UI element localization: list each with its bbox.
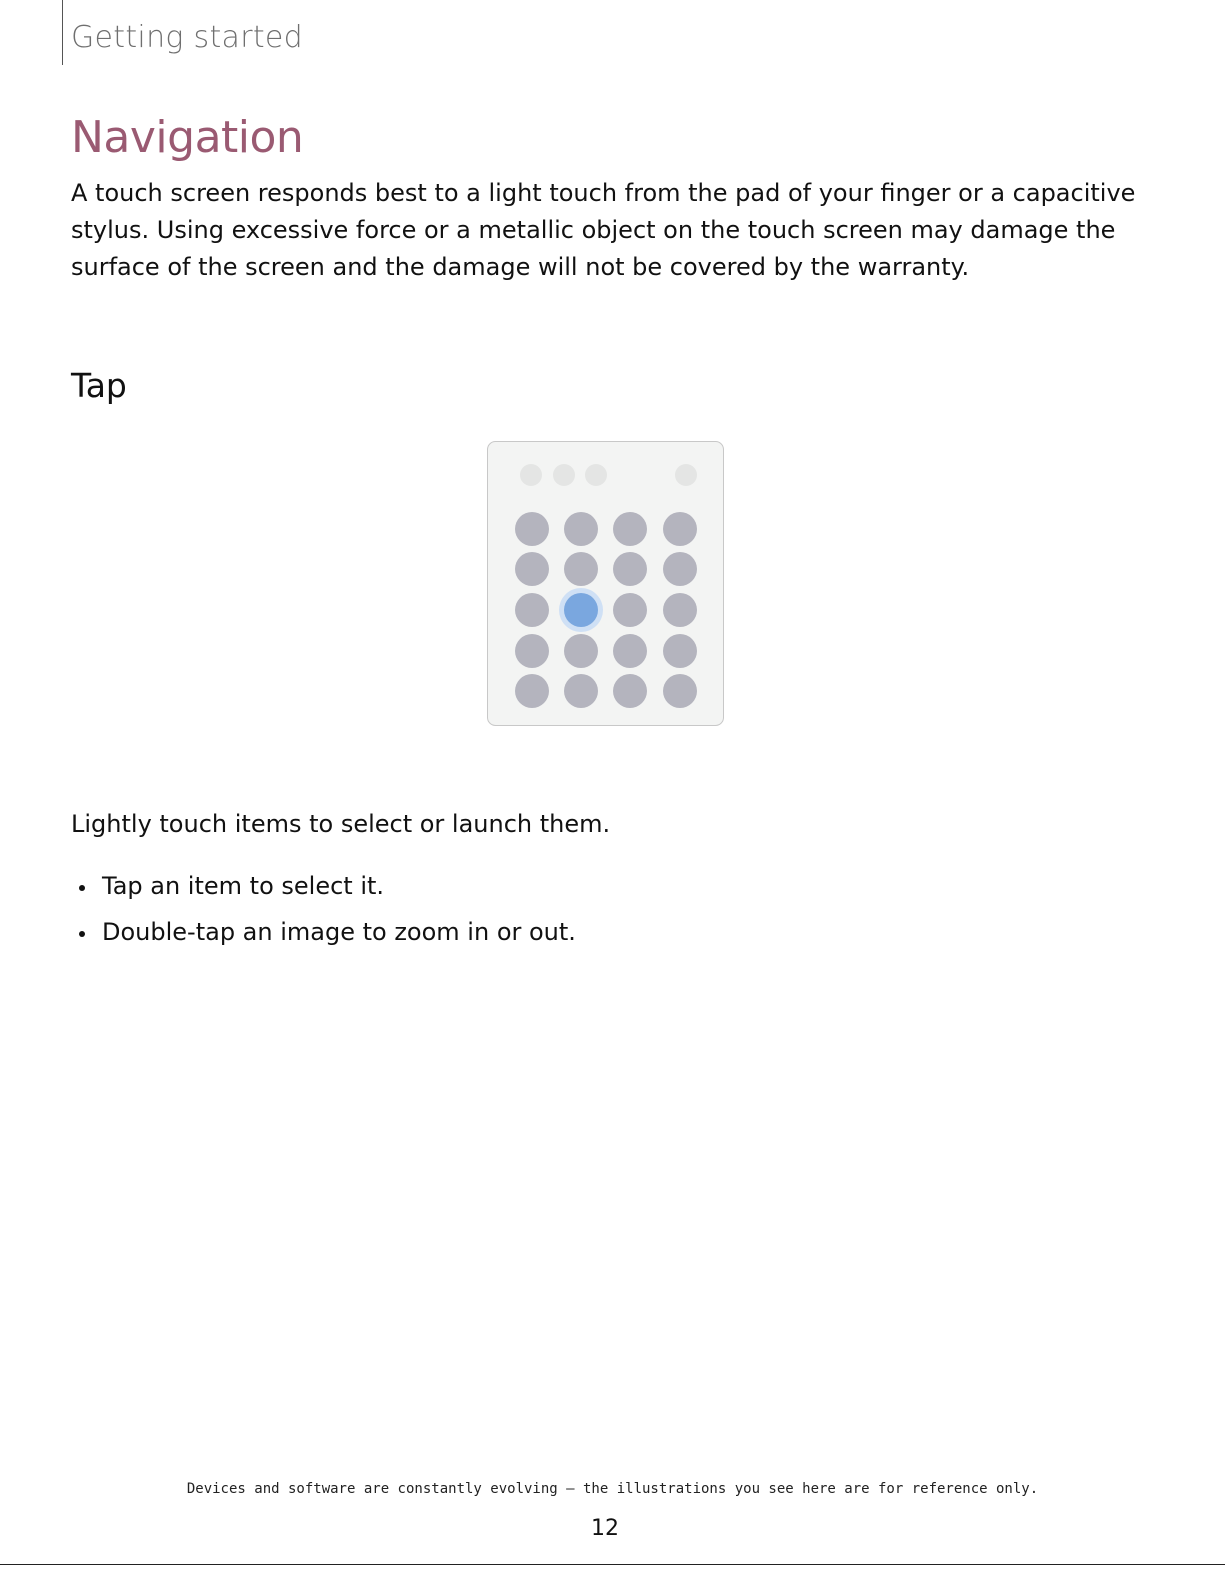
footer-disclaimer: Devices and software are constantly evolving — the illustrations you see here are for reference only. [186, 1481, 1039, 1497]
status-dot-icon [553, 464, 575, 486]
list-item [71, 914, 576, 960]
status-dot-icon [675, 464, 697, 486]
header-divider [62, 0, 63, 65]
app-icon [564, 512, 598, 546]
app-icon [613, 512, 647, 546]
page-number: 12 [591, 1516, 619, 1541]
app-icon [613, 593, 647, 627]
app-icon [613, 634, 647, 668]
app-icon [515, 593, 549, 627]
app-icon [663, 552, 697, 586]
app-icon [515, 634, 549, 668]
list-item [71, 868, 576, 914]
app-icon [663, 674, 697, 708]
intro-paragraph: A touch screen responds best to a light touch from the pad of your finger or a capacitive stylus. Using excessive force or a metallic object on the touch screen may damage the surface of the screen and the damage will not be covered by the warranty. [71, 179, 1136, 281]
bullet-icon [79, 885, 85, 891]
app-icon [663, 512, 697, 546]
app-icon [613, 552, 647, 586]
section-title: Getting started [71, 20, 303, 55]
app-icon [663, 593, 697, 627]
app-icon [515, 674, 549, 708]
app-icon [663, 634, 697, 668]
app-icon [564, 674, 598, 708]
tap-caption: Lightly touch items to select or launch them. [71, 810, 611, 838]
tapped-app-icon [564, 593, 598, 627]
page-heading: Navigation [71, 112, 304, 163]
bullet-icon [79, 931, 85, 937]
list-item-text: Double-tap an image to zoom in or out. [102, 918, 576, 946]
list-item-text: Tap an item to select it. [102, 872, 385, 900]
app-icon [564, 552, 598, 586]
tap-bullet-list [71, 868, 576, 960]
app-icon [515, 512, 549, 546]
app-icon [613, 674, 647, 708]
status-dot-icon [520, 464, 542, 486]
status-dot-icon [585, 464, 607, 486]
app-icon [515, 552, 549, 586]
bottom-divider [0, 1564, 1225, 1565]
tap-illustration [487, 441, 724, 726]
tap-subheading: Tap [71, 366, 127, 405]
app-icon [564, 634, 598, 668]
